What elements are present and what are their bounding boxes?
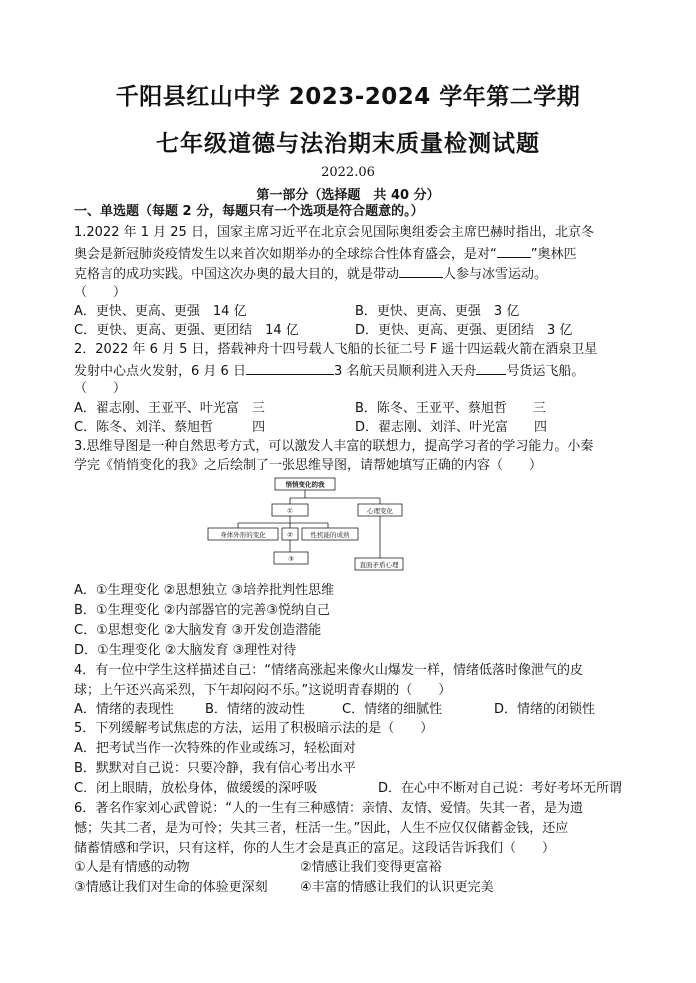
mindmap-node4-label: ② [287, 531, 293, 539]
q3-line2: 学完《悄悄变化的我》之后绘制了一张思维导图，请帮她填写正确的内容（ ） [74, 458, 543, 473]
q3-option-c: C．①思想变化 ②大脑发育 ③开发创造潜能 [74, 623, 322, 638]
mindmap-node6-label: ③ [288, 555, 294, 563]
mindmap-connector-mid [238, 516, 328, 528]
q5-option-c: C．闭上眼睛，放松身体，做缓缓的深呼吸 [74, 781, 318, 796]
q4-option-a: A．情绪的表现性 [74, 702, 174, 717]
q1-blank1 [497, 244, 531, 258]
q1-option-d: D．更快、更高、更强、更团结 3 亿 [355, 323, 573, 338]
mindmap-connector-top [290, 490, 380, 504]
q4-option-b: B．情绪的波动性 [205, 702, 305, 717]
q2-line2 [74, 361, 584, 381]
q4-line2: 球；上午还兴高采烈，下午却闷闷不乐。”这说明青春期的（ ） [74, 683, 452, 698]
q5-option-b: B．默默对自己说：只要冷静，我有信心考出水平 [74, 761, 356, 776]
q1-blank2 [399, 264, 443, 278]
mindmap-node7-label: 直面矛盾心理 [359, 561, 399, 569]
exam-date: 2022.06 [321, 165, 375, 180]
q6-statement-1: ①人是有情感的动物 [74, 860, 190, 875]
q1-paren: （ ） [74, 285, 127, 300]
mindmap-root-label: 悄悄变化的我 [285, 480, 325, 489]
q5-option-d: D．在心中不断对自己说：考好考坏无所谓 [378, 781, 623, 796]
mindmap-node5-label: 性机能的成熟 [310, 531, 350, 539]
q1-line1: 1.2022 年 1 月 25 日，国家主席习近平在北京会见国际奥组委会主席巴赫时指出，北京冬 [74, 225, 594, 240]
q6-line2: 憾；失其二者，是为可怜；失其三者，枉活一生。”因此，人生不应仅仅储蓄金钱，还应 [74, 821, 569, 836]
q6-statement-4: ④丰富的情感让我们的认识更完美 [300, 880, 494, 895]
q2-line2-b: 3 名航天员顺利进入天舟 [333, 364, 477, 379]
section-title: 一、单选题（每题 2 分，每题只有一个选项是符合题意的。） [74, 204, 424, 219]
q6-line1: 6．著名作家刘心武曾说：“人的一生有三种感情：亲情、友情、爱情。失其一者，是为遗 [74, 801, 584, 816]
q2-option-a: A．翟志刚、王亚平、叶光富 三 [74, 401, 265, 416]
mind-map-diagram [205, 476, 405, 574]
q6-statement-3: ③情感让我们对生命的体验更深刻 [74, 880, 268, 895]
q6-statement-2: ②情感让我们变得更富裕 [300, 860, 442, 875]
q4-option-c: C．情绪的细腻性 [342, 702, 443, 717]
q1-line2-a: 奥会是新冠肺炎疫情发生以来首次如期举办的全球综合性体育盛会，是对“ [74, 247, 497, 262]
mindmap-node1-label: ① [287, 507, 293, 515]
q2-line1: 2．2022 年 6 月 5 日，搭载神舟十四号载人飞船的长征二号 F 遥十四运载火箭在酒泉卫星 [74, 342, 598, 357]
q1-line2 [74, 244, 577, 264]
q2-option-d: D．翟志刚、刘洋、叶光富 四 [355, 420, 548, 435]
q2-line2-c: 号货运飞船。 [506, 364, 585, 379]
mindmap-node2-label: 心理变化 [367, 507, 393, 515]
q6-line3: 储蓄情感和学识，只有这样，你的人生才会是真正的富足。这段话告诉我们（ ） [74, 841, 556, 856]
q3-option-d: D．①生理变化 ②大脑发育 ③理性对待 [74, 643, 297, 658]
mindmap-node3-label: 身体外形的变化 [220, 531, 266, 539]
exam-title-line1: 千阳县红山中学 2023-2024 学年第二学期 [115, 84, 581, 110]
q4-option-d: D．情绪的闭锁性 [494, 702, 596, 717]
q2-line2-a: 发射中心点火发射，6 月 6 日 [74, 364, 246, 379]
q2-option-c: C．陈冬、刘洋、蔡旭哲 四 [74, 420, 266, 435]
q3-line1: 3.思维导图是一种自然思考方式，可以激发人丰富的联想力，提高学习者的学习能力。小秦 [74, 439, 594, 454]
q1-line2-b: ”奥林匹 [530, 247, 577, 262]
part1-heading: 第一部分（选择题 共 40 分） [256, 188, 440, 203]
q2-blank1 [246, 361, 334, 375]
q1-option-a: A．更快、更高、更强 14 亿 [74, 304, 247, 319]
q3-option-b: B．①生理变化 ②内部器官的完善③悦纳自己 [74, 603, 331, 618]
exam-title-line2: 七年级道德与法治期末质量检测试题 [156, 131, 540, 157]
q1-line3-b: 人参与冰雪运动。 [443, 267, 548, 282]
q1-option-b: B．更快、更高、更强 3 亿 [355, 304, 520, 319]
q1-line3 [74, 264, 547, 284]
q5-line1: 5．下列缓解考试焦虑的方法，运用了积极暗示法的是（ ） [74, 721, 434, 736]
q3-option-a: A．①生理变化 ②思想独立 ③培养批判性思维 [74, 583, 335, 598]
q5-option-a: A．把考试当作一次特殊的作业或练习，轻松面对 [74, 741, 356, 756]
q1-line3-a: 克格言的成功实践。中国这次办奥的最大目的，就是带动 [74, 267, 400, 282]
q2-option-b: B．陈冬、王亚平、蔡旭哲 三 [355, 401, 546, 416]
q1-option-c: C．更快、更高、更强、更团结 14 亿 [74, 323, 299, 338]
q2-blank2 [476, 361, 506, 375]
q4-line1: 4．有一位中学生这样描述自己：“情绪高涨起来像火山爆发一样，情绪低落时像泄气的皮 [74, 663, 584, 678]
q2-paren: （ ） [74, 381, 127, 396]
